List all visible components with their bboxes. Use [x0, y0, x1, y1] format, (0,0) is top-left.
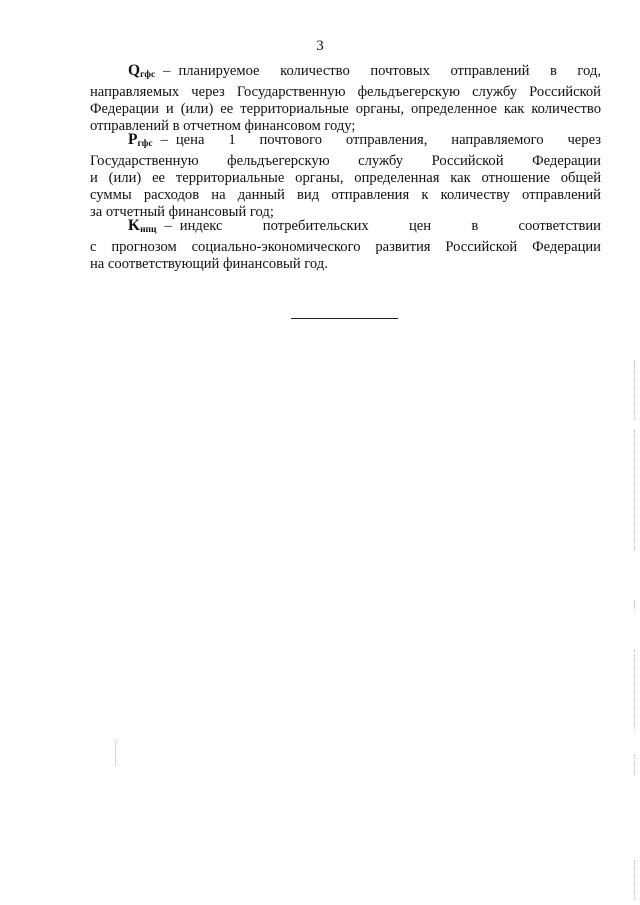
definition-p-line-4: суммы расходов на данный вид отправления к количеству отправлений: [90, 187, 601, 203]
symbol-q: [128, 62, 155, 79]
symbol-p-subscript: гфс: [137, 139, 153, 149]
definition-k-line-2: с прогнозом социально-экономического развития Российской Федерации: [90, 239, 601, 255]
symbol-k-letter: K: [128, 217, 141, 234]
symbol-p-letter: P: [128, 131, 138, 148]
page-number: 3: [316, 38, 324, 54]
definition-p-line-5: за отчетный финансовый год;: [90, 204, 274, 220]
scan-artifact: [634, 430, 636, 550]
scan-artifact: [634, 600, 636, 610]
definition-p-line-2: Государственную фельдъегерскую службу Российской Федерации: [90, 153, 601, 169]
definition-q-line-2: направляемых через Государственную фельдъегерскую службу Российской: [90, 84, 601, 100]
definition-q-line-1: планируемое количество почтовых отправлений в год,: [178, 63, 601, 79]
symbol-q-subscript: гфс: [140, 70, 156, 80]
symbol-k: [128, 217, 156, 234]
definition-q-first-line: [90, 62, 601, 84]
definition-p-first-line: [90, 131, 601, 153]
definition-p-dash: –: [160, 132, 168, 148]
scan-artifact: [115, 740, 117, 765]
definition-q-line-4: отправлений в отчетном финансовом году;: [90, 118, 356, 134]
definition-q: [90, 62, 601, 135]
end-separator-line: [291, 318, 398, 319]
scan-artifact: [634, 860, 636, 900]
definition-k-line-1: индекс потребительских цен в соответствии: [179, 218, 601, 234]
definition-q-dash: –: [163, 63, 171, 79]
definition-k: [90, 217, 601, 273]
symbol-k-subscript: ипц: [140, 225, 157, 235]
definition-p-line-3: и (или) ее территориальные органы, определенная как отношение общей: [90, 170, 601, 186]
definition-k-first-line: [90, 217, 601, 239]
definition-p: [90, 131, 601, 221]
definition-p-line-1: цена 1 почтового отправления, направляемого через: [175, 132, 601, 148]
scan-artifact: [634, 650, 636, 730]
scan-artifact: [634, 755, 636, 775]
definition-q-line-3: Федерации и (или) ее территориальные органы, определенное как количество: [90, 101, 601, 117]
scan-artifact: [634, 360, 636, 420]
definition-k-dash: –: [164, 218, 172, 234]
definition-k-line-3: на соответствующий финансовый год.: [90, 256, 328, 272]
symbol-p: [128, 131, 153, 148]
symbol-q-letter: Q: [128, 62, 141, 79]
